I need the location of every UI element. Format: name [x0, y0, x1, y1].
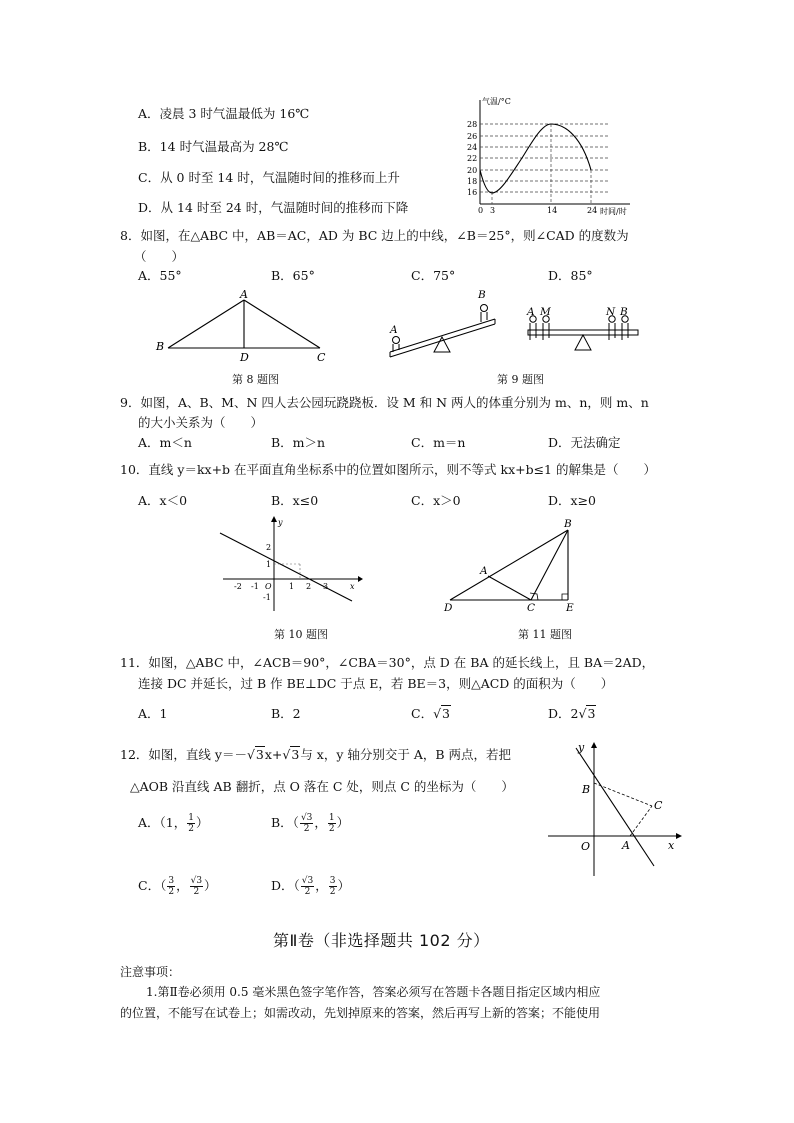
q11-label-c: C [527, 602, 536, 614]
ytick-26: 26 [467, 132, 478, 141]
q9-stem-line2: 的大小关系为（ ） [138, 415, 264, 430]
q11-option-b: B．2 [271, 706, 301, 721]
q11-label-b: B [564, 518, 572, 530]
q9-stem-line1: 9．如图，A、B、M、N 四人去公园玩跷跷板．设 M 和 N 两人的体重分别为 m、n，则 m、n [120, 395, 649, 410]
xtick-24: 24 [587, 206, 598, 215]
q10-ytick-2: 2 [266, 543, 272, 552]
q11-stem-line2: 连接 DC 并延长，过 B 作 BE⊥DC 于点 E，若 BE＝3，则△ACD 的面积为（ ） [138, 676, 614, 691]
q9-label-a1: A [390, 324, 398, 336]
temperature-chart [467, 94, 640, 218]
q8-bracket: （ ） [134, 249, 185, 264]
q7-option-b: B．14 时气温最高为 28℃ [138, 139, 289, 154]
q9-label-a2: A [527, 306, 535, 318]
q12-option-a: A．（1， $\frac{1}{2}$ ） [138, 813, 209, 834]
q9-seesaw-level [528, 316, 638, 350]
q9-label-b1: B [478, 289, 486, 301]
q7-option-c: C．从 0 时至 14 时，气温随时间的推移而上升 [138, 170, 400, 185]
q12-label-a: A [622, 839, 630, 852]
q11-label-e: E [566, 602, 574, 614]
q12-y-label: y [578, 741, 585, 754]
sqrt-3: √3 [578, 706, 596, 721]
q8-label-c: C [317, 351, 326, 364]
q11-caption: 第 11 题图 [518, 628, 572, 641]
q8-label-d: D [240, 351, 249, 364]
ytick-24: 24 [467, 143, 478, 152]
q10-y-label: y [278, 518, 283, 527]
ytick-20: 20 [467, 166, 478, 175]
q7-option-d: D．从 14 时至 24 时，气温随时间的推移而下降 [138, 200, 409, 215]
chart-ylabel: 气温/°C [482, 97, 511, 106]
q11-triangle-figure [438, 516, 583, 616]
q12-x-label: x [668, 839, 675, 852]
q9-seesaw-figure [380, 286, 645, 366]
q12-stem-line1: 12．如图，直线 y＝－√3x+√3与 x，y 轴分别交于 A，B 两点，若把 [120, 747, 512, 762]
q10-stem: 10．直线 y＝kx+b 在平面直角坐标系中的位置如图所示，则不等式 kx+b≤1 的解集是（ ） [120, 462, 656, 477]
q8-option-c: C．75° [411, 268, 456, 283]
section-title: 第Ⅱ卷（非选择题共 102 分） [273, 931, 490, 950]
sqrt-3: √3 [433, 706, 450, 721]
q10-line-graph [218, 516, 363, 616]
q12-label-o: O [581, 840, 591, 853]
xtick-14: 14 [547, 206, 558, 215]
q11-option-a: A．1 [138, 706, 168, 721]
ytick-18: 18 [467, 177, 478, 186]
q10-option-c: C．x＞0 [411, 493, 461, 508]
q9-label-m: M [540, 306, 551, 318]
xtick-3: 3 [490, 206, 496, 215]
q10-option-b: B．x≤0 [271, 493, 319, 508]
q8-triangle-figure [150, 286, 340, 366]
q10-xtick-neg2: -2 [234, 582, 242, 591]
q8-option-d: D．85° [548, 268, 593, 283]
q12-option-b: B．（ $\frac{√3}{2}$ ， $\frac{1}{2}$ ） [271, 813, 350, 834]
q8-label-b: B [156, 340, 165, 353]
q12-option-c: C．（ $\frac{3}{2}$ ， $\frac{√3}{2}$ ） [138, 876, 217, 897]
q9-option-a: A．m＜n [138, 435, 192, 450]
q11-label-d: D [444, 602, 453, 614]
q10-ytick-neg1: -1 [263, 593, 271, 602]
q8-option-b: B．65° [271, 268, 315, 283]
q8-caption: 第 8 题图 [232, 373, 279, 386]
q11-label-a: A [480, 565, 488, 577]
q8-stem: 8．如图，在△ABC 中，AB＝AC，AD 为 BC 边上的中线，∠B＝25°，则∠CAD 的度数为 [120, 228, 629, 243]
q12-label-c: C [654, 799, 663, 812]
xtick-0: 0 [478, 206, 484, 215]
q11-option-c: C．√3 [411, 706, 450, 721]
q9-label-n: N [606, 306, 616, 318]
q10-option-d: D．x≥0 [548, 493, 596, 508]
q11-stem-line1: 11．如图，△ABC 中，∠ACB＝90°，∠CBA＝30°，点 D 在 BA 的延长线上，且 BA＝2AD， [120, 655, 655, 670]
q10-caption: 第 10 题图 [274, 628, 328, 641]
q8-label-a: A [240, 288, 248, 301]
q9-label-b2: B [620, 306, 628, 318]
q9-option-b: B．m＞n [271, 435, 326, 450]
q8-option-a: A．55° [138, 268, 182, 283]
ytick-16: 16 [467, 188, 478, 197]
notes-heading: 注意事项： [120, 965, 181, 979]
chart-xlabel: 时间/时 [600, 207, 627, 216]
note1-line1: 1.第Ⅱ卷必须用 0.5 毫米黑色签字笔作答，答案必须写在答题卡各题目指定区域内相应 [146, 985, 601, 999]
q9-seesaw-tilted [390, 305, 495, 358]
q9-option-d: D．无法确定 [548, 435, 621, 450]
ytick-22: 22 [467, 154, 478, 163]
q11-option-d: D．2√3 [548, 706, 596, 721]
q10-origin: O [265, 582, 272, 591]
q12-fold-figure [548, 740, 683, 880]
q7-option-a: A．凌晨 3 时气温最低为 16℃ [138, 106, 310, 121]
q9-caption: 第 9 题图 [497, 373, 544, 386]
q10-xtick-1: 1 [289, 582, 295, 591]
q10-xtick-3: 3 [323, 582, 329, 591]
q10-xtick-2: 2 [306, 582, 312, 591]
ytick-28: 28 [467, 120, 478, 129]
q10-x-label: x [350, 582, 355, 591]
q10-option-a: A．x＜0 [138, 493, 188, 508]
q9-option-c: C．m＝n [411, 435, 466, 450]
q12-label-b: B [582, 783, 591, 796]
q12-option-d: D．（ $\frac{√3}{2}$ ， $\frac{3}{2}$ ） [271, 876, 351, 897]
q12-stem-line2: △AOB 沿直线 AB 翻折，点 O 落在 C 处，则点 C 的坐标为（ ） [130, 779, 514, 794]
q10-ytick-1: 1 [266, 560, 272, 569]
note1-line2: 的位置，不能写在试卷上；如需改动，先划掉原来的答案，然后再写上新的答案；不能使用 [120, 1006, 601, 1020]
q10-xtick-neg1: -1 [251, 582, 259, 591]
temperature-curve [480, 124, 591, 193]
